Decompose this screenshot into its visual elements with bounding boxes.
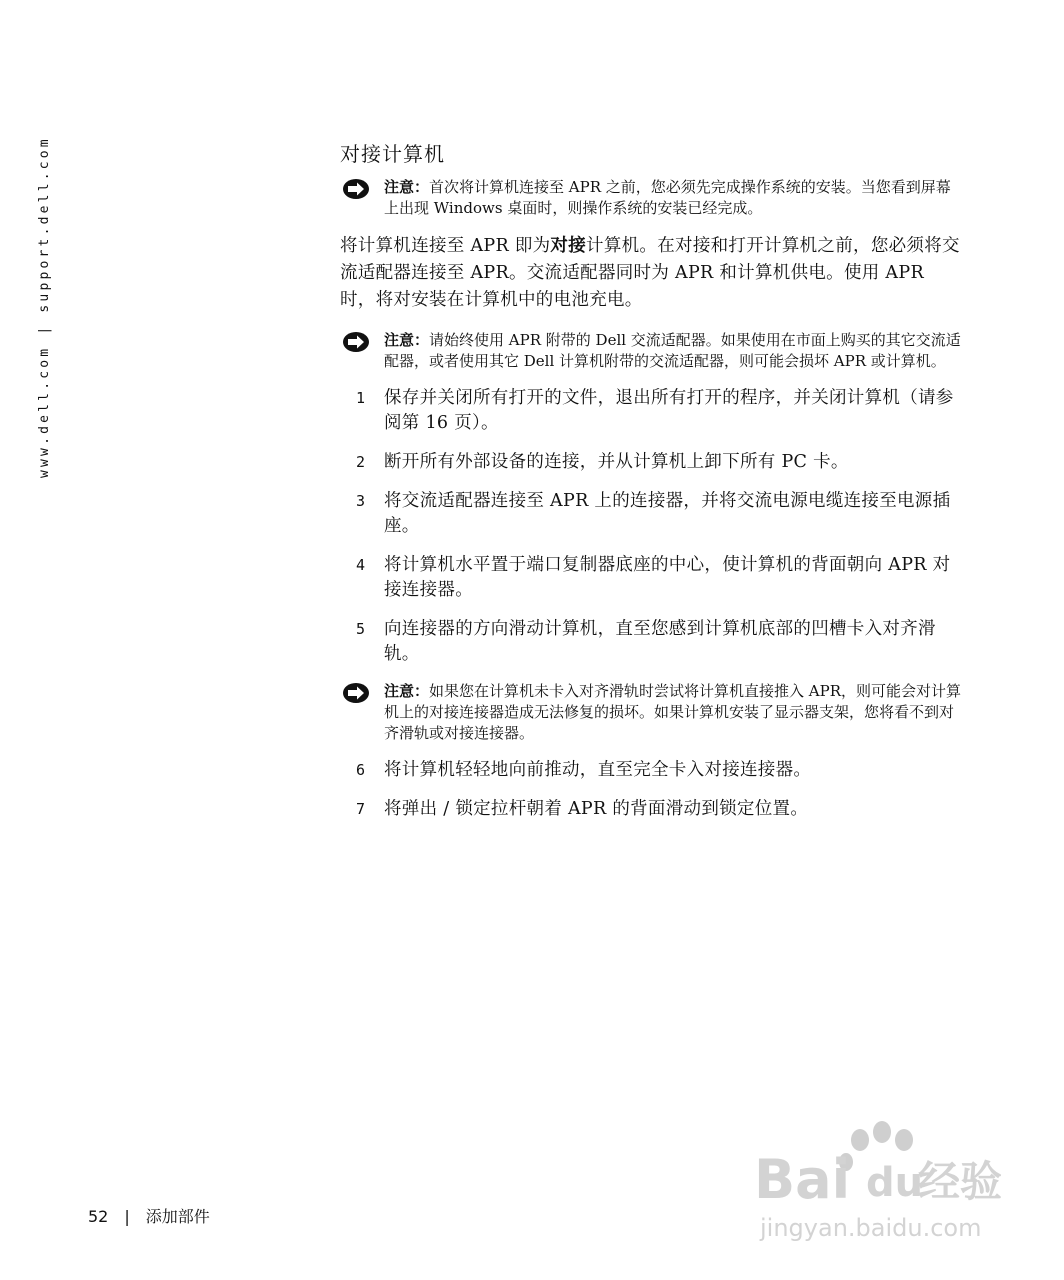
- baidu-jingyan-watermark: [742, 1118, 1022, 1248]
- page-footer: [88, 1204, 210, 1227]
- para-bold: 对接: [550, 236, 587, 256]
- step-text: 断开所有外部设备的连接，并从计算机上卸下所有 PC 卡。: [384, 452, 849, 472]
- para-before: 将计算机连接至 APR 即为: [340, 236, 551, 256]
- notice-2: [340, 330, 965, 372]
- step-number: 4: [356, 556, 366, 574]
- step-text: 将弹出 / 锁定拉杆朝着 APR 的背面滑动到锁定位置。: [384, 799, 809, 819]
- para-after: 计算机。在对接和打开计算机之前，您必须将交流适配器连接至 APR。交流适配器同时为 APR 和计算机供电。使用 APR 时，将对安装在计算机中的电池充电。: [340, 236, 960, 310]
- notice-text: 首次将计算机连接至 APR 之前，您必须先完成操作系统的安装。当您看到屏幕上出现 Windows 桌面时，则操作系统的安装已经完成。: [384, 178, 951, 217]
- watermark-url: jingyan.baidu.com: [760, 1214, 982, 1242]
- step-item: [340, 386, 965, 436]
- side-url: www.dell.com | support.dell.com: [37, 136, 52, 478]
- notice-label: 注意：: [384, 682, 430, 700]
- step-item: [340, 450, 965, 475]
- step-number: 1: [356, 389, 366, 407]
- step-number: 7: [356, 800, 366, 818]
- step-text: 向连接器的方向滑动计算机，直至您感到计算机底部的凹槽卡入对齐滑轨。: [384, 619, 936, 664]
- notice-label: 注意：: [384, 178, 430, 196]
- page-number: 52: [88, 1207, 109, 1226]
- step-number: 2: [356, 453, 366, 471]
- main-content: [340, 138, 965, 836]
- watermark-brand-right: du: [866, 1160, 924, 1206]
- step-item: [340, 797, 965, 822]
- step-number: 6: [356, 761, 366, 779]
- step-text: 将计算机水平置于端口复制器底座的中心，使计算机的背面朝向 APR 对接连接器。: [384, 555, 951, 600]
- notice-label: 注意：: [384, 331, 430, 349]
- notice-1: [340, 177, 965, 219]
- step-number: 3: [356, 492, 366, 510]
- step-item: [340, 617, 965, 667]
- step-item: [340, 489, 965, 539]
- step-item: [340, 553, 965, 603]
- body-paragraph: [340, 233, 965, 314]
- notice-text: 请始终使用 APR 附带的 Dell 交流适配器。如果使用在市面上购买的其它交流适配器，或者使用其它 Dell 计算机附带的交流适配器，则可能会损坏 APR 或计算机。: [384, 331, 961, 370]
- step-text: 将交流适配器连接至 APR 上的连接器，并将交流电源电缆连接至电源插座。: [384, 491, 951, 536]
- step-number: 5: [356, 620, 366, 638]
- step-text: 将计算机轻轻地向前推动，直至完全卡入对接连接器。: [384, 760, 812, 780]
- notice-text: 如果您在计算机未卡入对齐滑轨时尝试将计算机直接推入 APR，则可能会对计算机上的对接连接器造成无法修复的损坏。如果计算机安装了显示器支架，您将看不到对齐滑轨或对接连接器。: [384, 682, 962, 742]
- page-title: 对接计算机: [340, 142, 445, 166]
- section-name: 添加部件: [145, 1207, 210, 1226]
- notice-icon: [342, 682, 372, 704]
- notice-icon: [342, 331, 372, 353]
- footer-separator: |: [124, 1207, 130, 1226]
- notice-icon: [342, 178, 372, 200]
- watermark-brand-cn: 经验: [918, 1157, 1003, 1206]
- step-text: 保存并关闭所有打开的文件，退出所有打开的程序，并关闭计算机（请参阅第 16 页）。: [384, 388, 954, 433]
- step-item: [340, 758, 965, 783]
- notice-3: [340, 681, 965, 744]
- watermark-brand-left: Bai: [754, 1148, 851, 1211]
